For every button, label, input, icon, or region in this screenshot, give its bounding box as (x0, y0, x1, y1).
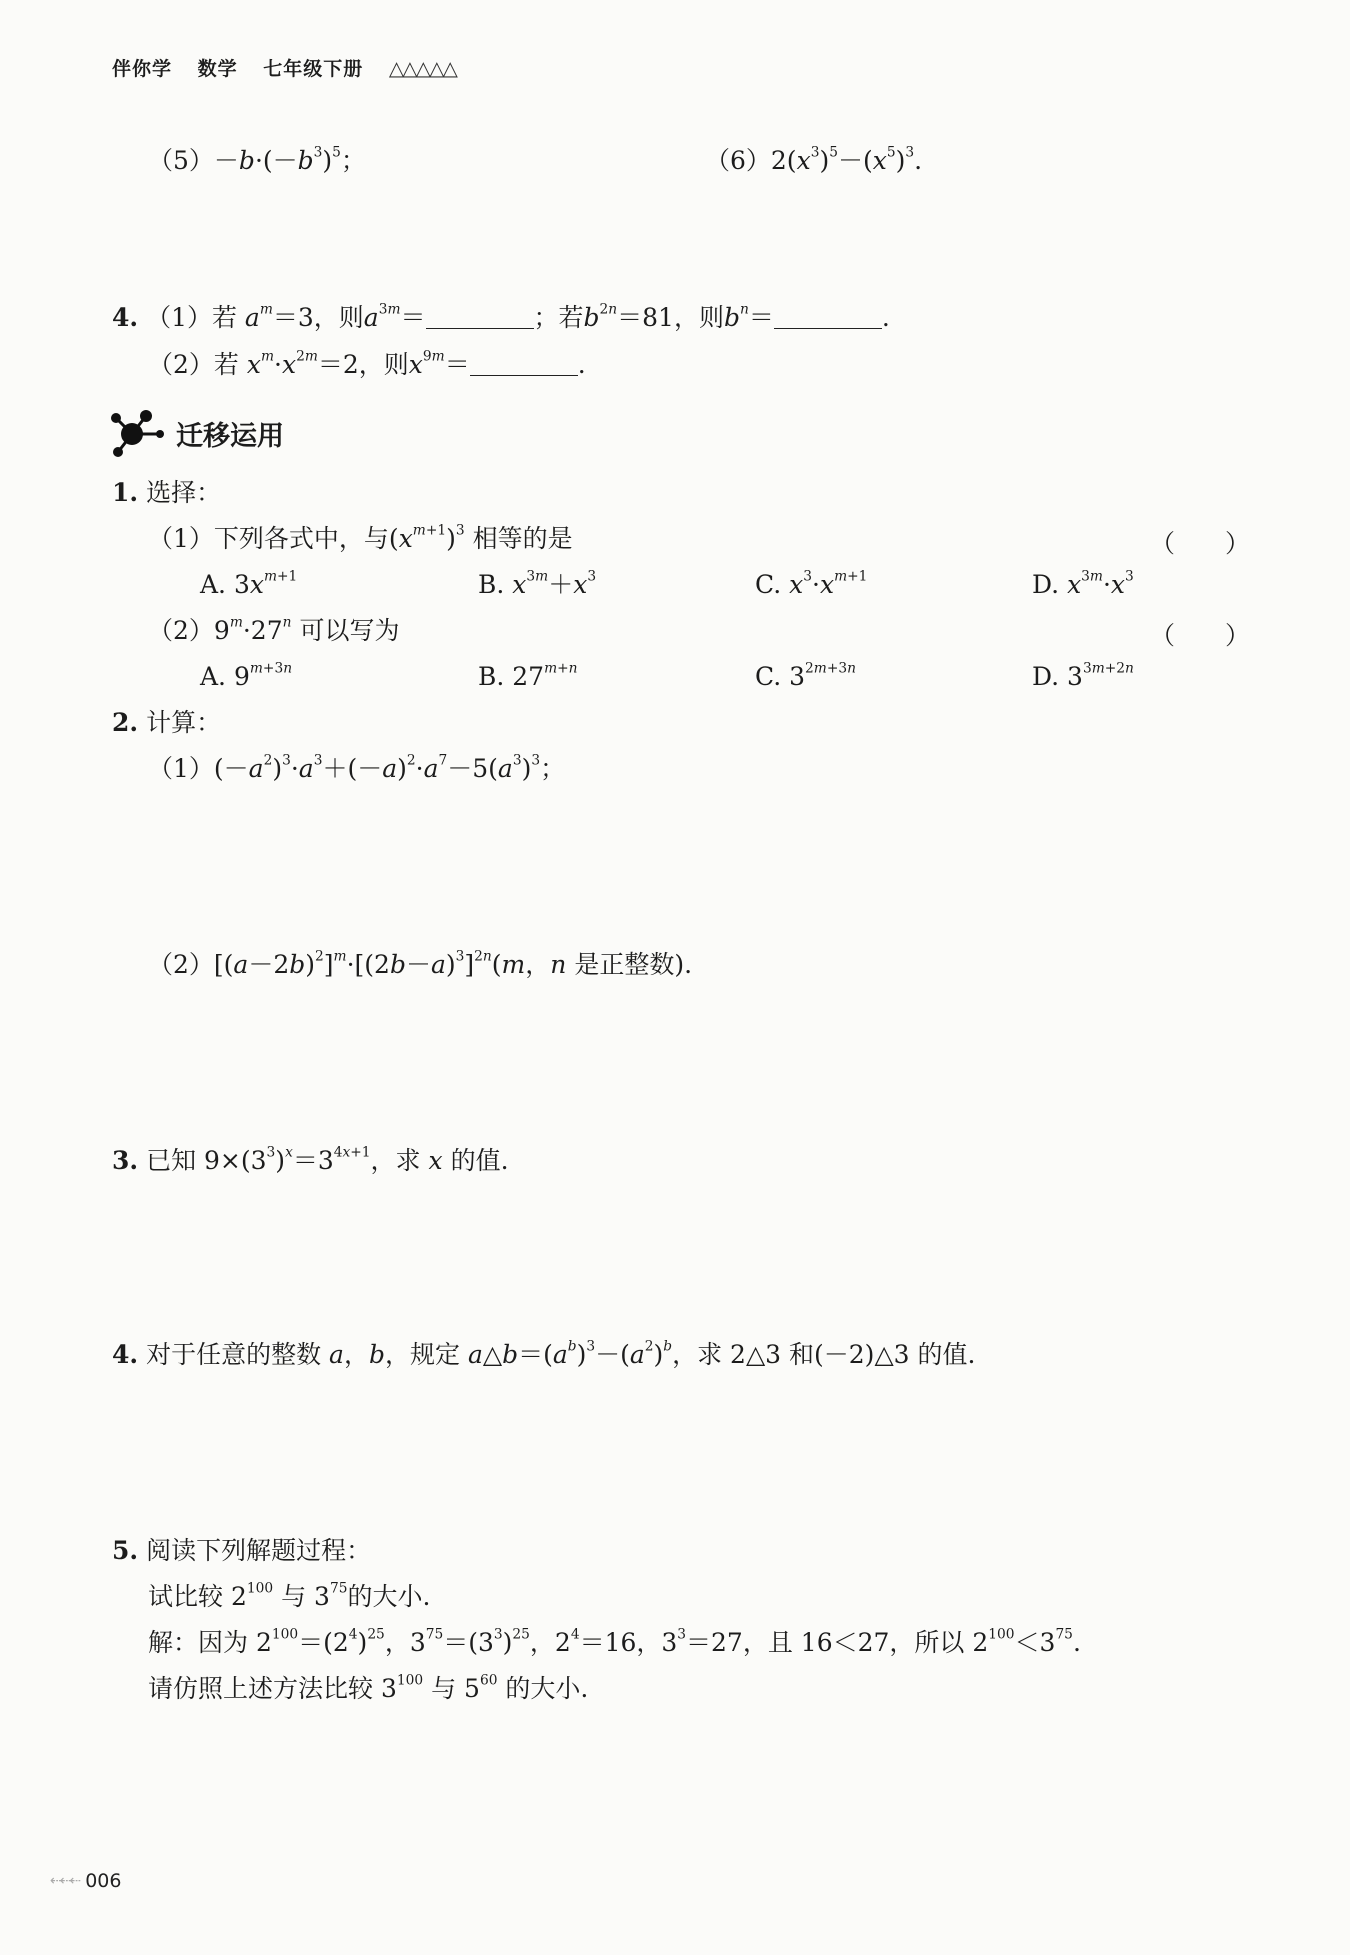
molecule-icon (110, 408, 166, 458)
question-5-line-2: 解：因为 $2^{100}=(2^4)^{25}$，$3^{75}=(3^3)^{25}$，$2^4=16$，$3^3=27$，且 16＜27，所以 $2^{100}<3^{75}$. (148, 1626, 1081, 1657)
option-d[interactable]: D. $x^{3m}\cdot x^3$ (1032, 568, 1134, 599)
problem-5: $(5)-b\cdot(-b^3)^5$； (148, 144, 366, 175)
page-number: 006 (85, 1870, 122, 1892)
question-4-part-2: （2）若 $x^m\cdot x^{2m}=2$，则$x^{9m}=$ . (148, 348, 586, 379)
answer-bracket[interactable]: （ ） (1150, 621, 1251, 650)
option-d[interactable]: D. $3^{3m+2n}$ (1032, 660, 1134, 691)
question-3: 3. 已知 $9\times(3^3)^x=3^{4x+1}$，求 x 的值. (112, 1144, 509, 1175)
section-title: 迁移运用 (176, 420, 284, 452)
question-2-sub-2: $(2)[(a-2b)^2]^m\cdot[(2b-a)^3]^{2n}(m$，n 是正整数). (148, 948, 693, 979)
answer-bracket[interactable]: （ ） (1150, 529, 1251, 558)
option-a[interactable]: A. $3x^{m+1}$ (200, 568, 298, 599)
option-b[interactable]: B. $x^{3m}+x^3$ (478, 568, 597, 599)
page-header (112, 54, 474, 81)
header-series: 伴你学 (112, 58, 173, 80)
section-heading (110, 408, 284, 458)
answer-blank[interactable] (470, 353, 578, 376)
question-4-part-1: 4. （1）若 $a^m=3$，则$a^{3m}=$ ；若$b^{2n}=81$，则$b^n=$ . (112, 301, 890, 332)
question-1-sub-1: （1）下列各式中，与$(x^{m+1})^3$ 相等的是 (148, 522, 573, 553)
arrow-icon: ⇠⇠⇠ (50, 1873, 80, 1889)
answer-blank[interactable] (426, 306, 534, 329)
problem-6: $(6)2(x^3)^5-(x^5)^3$. (705, 144, 923, 175)
header-subject: 数学 (197, 58, 238, 80)
header-grade: 七年级下册 (263, 58, 364, 80)
question-2-title: 2. 计算： (112, 708, 222, 737)
page-footer (50, 1870, 121, 1892)
question-2-sub-1: $(1)(-a^2)^3\cdot a^3+(-a)^2\cdot a^7-5(a^3)^3$； (148, 752, 566, 783)
header-stars: △△△△△ (388, 56, 456, 80)
option-c[interactable]: C. $3^{2m+3n}$ (755, 660, 856, 691)
question-5-line-1: 试比较 $2^{100}$ 与 $3^{75}$的大小. (148, 1580, 431, 1611)
question-5-line-3: 请仿照上述方法比较 $3^{100}$ 与 $5^{60}$ 的大小. (148, 1672, 589, 1703)
option-a[interactable]: A. $9^{m+3n}$ (200, 660, 293, 691)
option-c[interactable]: C. $x^3\cdot x^{m+1}$ (755, 568, 868, 599)
answer-blank[interactable] (774, 306, 882, 329)
option-b[interactable]: B. $27^{m+n}$ (478, 660, 578, 691)
question-1-title: 1. 选择： (112, 478, 222, 507)
question-1-sub-2: $(2)9^m\cdot 27^n$ 可以写为 (148, 614, 400, 645)
question-5-title: 5. 阅读下列解题过程： (112, 1536, 372, 1565)
question-4-operation: 4. 对于任意的整数 a，b，规定 $a\triangle b=(a^b)^3-(a^2)^b$，求 2△3 和(－2)△3 的值. (112, 1338, 976, 1369)
